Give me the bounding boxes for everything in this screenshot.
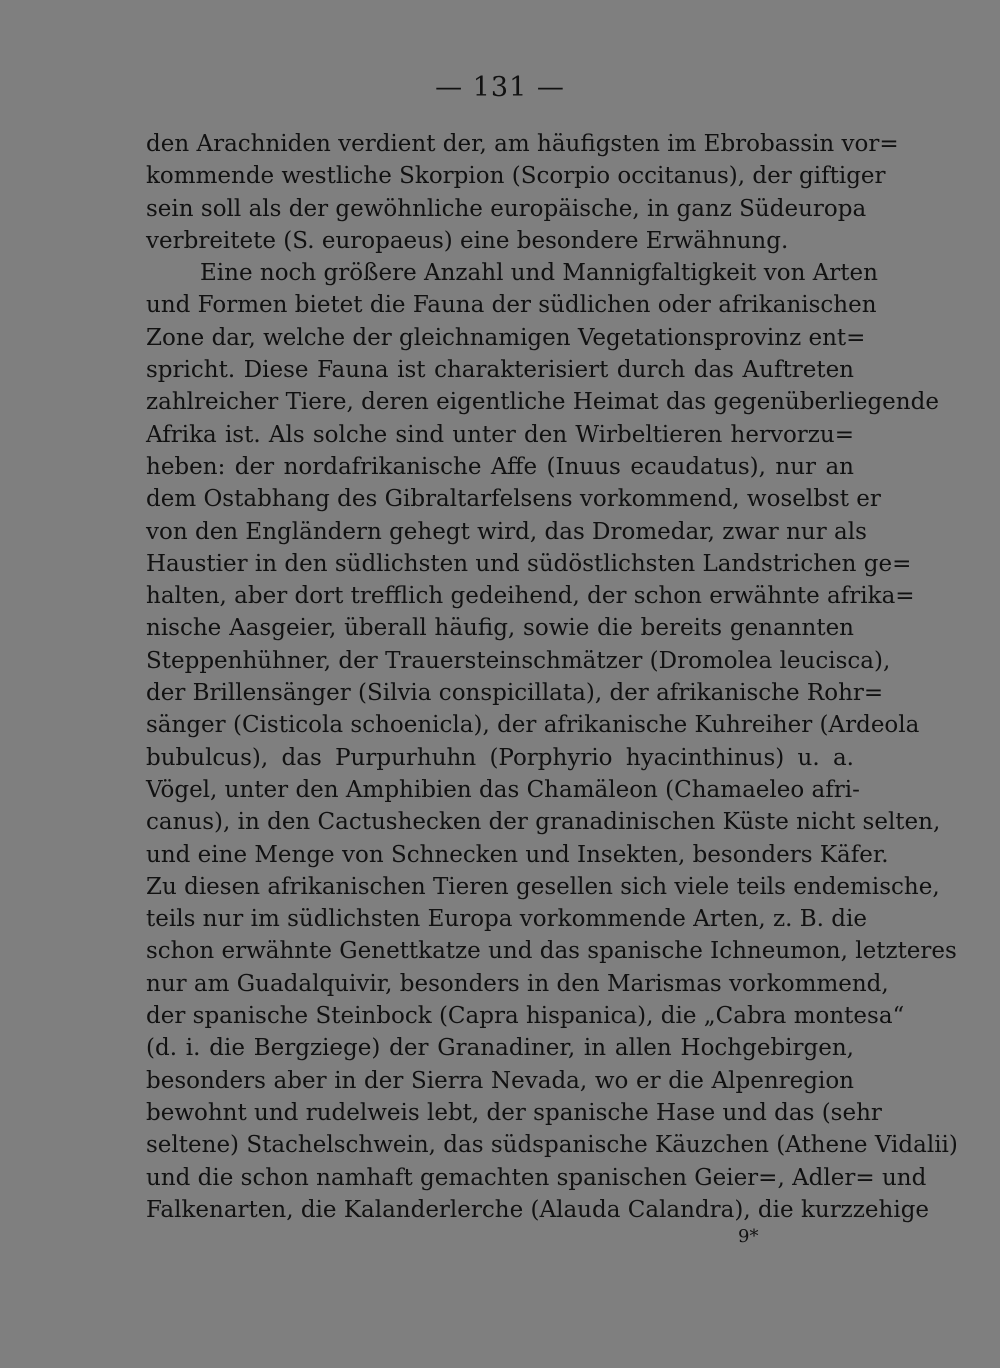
text-line: und eine Menge von Schnecken und Insekten, besonders Käfer. [146,841,889,868]
text-line: halten, aber dort trefflich gedeihend, der schon erwähnte afrika= [146,583,915,610]
text-line: teils nur im südlichsten Europa vorkommende Arten, z. B. die [146,906,867,933]
text-line: canus), in den Cactushecken der granadinischen Küste nicht selten, [146,809,941,836]
text-line: verbreitete (S. europaeus) eine besondere Erwähnung. [146,227,789,254]
text-line: Zu diesen afrikanischen Tieren gesellen sich viele teils endemische, [146,873,940,900]
text-line: Afrika ist. Als solche sind unter den Wirbeltieren hervorzu= [146,421,854,448]
text-line: und die schon namhaft gemachten spanischen Geier=, Adler= und [146,1164,927,1191]
text-line: Steppenhühner, der Trauersteinschmätzer (Dromolea leucisca), [146,647,891,674]
text-line: Vögel, unter den Amphibien das Chamäleon (Chamaeleo afri- [146,776,860,803]
body-text [146,128,958,1226]
text-line: bewohnt und rudelweis lebt, der spanische Hase und das (sehr [146,1099,882,1126]
text-line: seltene) Stachelschwein, das südspanische Käuzchen (Athene Vidalii) [146,1132,958,1159]
text-line: sänger (Cisticola schoenicla), der afrikanische Kuhreiher (Ardeola [146,712,920,739]
text-line: besonders aber in der Sierra Nevada, wo er die Alpenregion [146,1067,854,1094]
text-line: von den Engländern gehegt wird, das Dromedar, zwar nur als [146,518,867,545]
text-line: (d. i. die Bergziege) der Granadiner, in allen Hochgebirgen, [146,1035,854,1062]
text-line: spricht. Diese Fauna ist charakterisiert durch das Auftreten [146,357,854,384]
text-line: der spanische Steinbock (Capra hispanica), die „Cabra montesa“ [146,1003,905,1030]
text-line: nur am Guadalquivir, besonders in den Marismas vorkommend, [146,970,889,997]
text-line: und Formen bietet die Fauna der südlichen oder afrikanischen [146,292,877,319]
text-line: Zone dar, welche der gleichnamigen Vegetationsprovinz ent= [146,324,866,351]
text-line: heben: der nordafrikanische Affe (Inuus ecaudatus), nur an [146,453,854,480]
text-line: Falkenarten, die Kalanderlerche (Alauda Calandra), die kurzzehige [146,1196,930,1223]
text-line: der Brillensänger (Silvia conspicillata), der afrikanische Rohr= [146,680,884,707]
text-line: dem Ostabhang des Gibraltarfelsens vorkommend, woselbst er [146,486,881,513]
text-line: bubulcus), das Purpurhuhn (Porphyrio hyacinthinus) u. a. [146,744,854,771]
page-number: — 131 — [435,72,565,103]
text-line: kommende westliche Skorpion (Scorpio occitanus), der giftiger [146,163,886,190]
text-line: den Arachniden verdient der, am häufigsten im Ebrobassin vor= [146,131,899,157]
text-line: nische Aasgeier, überall häufig, sowie die bereits genannten [146,615,854,642]
text-line: sein soll als der gewöhnliche europäische, in ganz Südeuropa [146,195,867,222]
text-line: Eine noch größere Anzahl und Mannigfaltigkeit von Arten [200,260,878,287]
text-line: schon erwähnte Genettkatze und das spanische Ichneumon, letzteres [146,938,957,965]
text-line: Haustier in den südlichsten und südöstlichsten Landstrichen ge= [146,550,912,577]
signature-mark: 9* [738,1226,759,1247]
text-line: zahlreicher Tiere, deren eigentliche Heimat das gegenüberliegende [146,389,939,416]
